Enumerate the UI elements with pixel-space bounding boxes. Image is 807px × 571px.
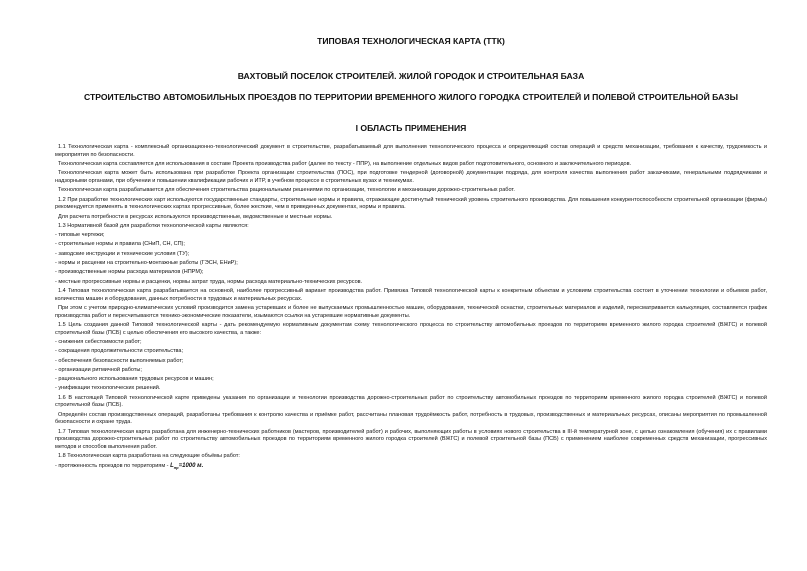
list-item: - обеспечения безопасности выполняемых работ;: [55, 357, 184, 364]
list-item: - сокращения продолжительности строительства;: [55, 348, 184, 355]
list-item: - заводские инструкции и технические условия (ТУ);: [55, 250, 190, 257]
paragraph: При этом с учетом природно-климатических условий производится замена устаревших и более не выпускаемых промышленностью машин, оборудования, технической оснастки, строительных материалов и изделий, пересматривается калькуляция, составляется график производства работ и пересчитываются технико-экономические показатели, изымаются ссылки на устаревшие нормативные документы.: [55, 304, 767, 319]
paragraph: 1.7 Типовая технологическая карта разработана для инженерно-технических работников (мастеров, производителей работ) и рабочих, выполняющих работы в условиях нового строительства в III-й температурной зоне, с целью ознакомления (обучения) их с правилами производства дорожно-строительных работ по строительству автомобильных проездов по территориям временного жилого городка строителей (ВЖГС) и полевой строительной базы (ПСБ) с применением наиболее современных средств механизации, прогрессивных методов и способов выполнения работ.: [55, 428, 767, 451]
paragraph: 1.3 Нормативной базой для разработки технологической карты являются:: [58, 222, 249, 229]
list-item: - местные прогрессивные нормы и расценки, нормы затрат труда, нормы расхода материально-технических ресурсов.: [55, 278, 363, 285]
paragraph: 1.5 Цель создания данной Типовой технологической карты - дать рекомендуемую нормативным документам схему технологического процесса по строительству автомобильных проездов по территориям временного жилого городка строителей (ВЖГС) и полевой строительной базы (ПСБ) с целью обеспечения его высокого качества, а также:: [55, 321, 767, 336]
paragraph: Технологическая карта разрабатывается для обеспечения строительства рациональными решениями по организации, технологии и механизации дорожно-строительных работ.: [58, 187, 515, 194]
paragraph: 1.2 При разработке технологических карт используются государственные стандарты, строительные нормы и правила, отражающие достигнутый технический уровень строительного производства. Для повышения конкурентоспособности строительной организации (фирмы) рекомендуется применять в технологических картах прогрессивные, более жесткие, чем в приведенных документах, нормы и правила.: [55, 196, 767, 211]
document-subtitle-1: ВАХТОВЫЙ ПОСЕЛОК СТРОИТЕЛЕЙ. ЖИЛОЙ ГОРОДОК И СТРОИТЕЛЬНАЯ БАЗА: [237, 71, 585, 81]
document-title: ТИПОВАЯ ТЕХНОЛОГИЧЕСКАЯ КАРТА (ТТК): [317, 36, 505, 46]
paragraph: 1.4 Типовая технологическая карта разрабатывается на основной, наиболее прогрессивный вариант производства работ. Привязка Типовой технологической карты к конкретным объектам и условиям строительства состоит в уточнении технологии и объемов работ, количества машин и оборудования, данных потребности в трудовых и материальных ресурсах.: [55, 287, 767, 302]
list-item: - рационального использования трудовых ресурсов и машин;: [55, 376, 214, 383]
paragraph: 1.1 Технологическая карта - комплексный организационно-технологический документ в строительстве, разрабатываемый для выполнения технологического процесса и определяющий состав операций и средств механизации, требования к качеству, трудоемкость и мероприятия по безопасности.: [55, 144, 767, 158]
list-item: - организации ритмичной работы;: [55, 366, 142, 373]
paragraph: Технологическая карта может быть использована при разработке Проекта организации строительства (ПОС), при подготовке тендерной (договорной) документации подряда, для контроля качества выполнения работ заказчиками, генеральными подрядчиками и надзорными органами, при обучении и повышении квалификации рабочих и ИТР, в учебном процессе в строительных вузах и техникумах.: [55, 170, 767, 184]
formula-value: =1000 м.: [178, 462, 204, 469]
formula-symbol: L: [170, 462, 174, 469]
formula-subscript: пр: [173, 464, 179, 470]
paragraph: Для расчета потребности в ресурсах используются производственные, ведомственные и местные нормы.: [58, 213, 333, 220]
list-item: - нормы и расценки на строительно-монтажные работы (ГЭСН, ЕНиР);: [55, 260, 238, 267]
document-subtitle-2: СТРОИТЕЛЬСТВО АВТОМОБИЛЬНЫХ ПРОЕЗДОВ ПО ТЕРРИТОРИИ ВРЕМЕННОГО ЖИЛОГО ГОРОДКА СТРОИТЕЛЕЙ И ПОЛЕВОЙ СТРОИТЕЛЬНОЙ БАЗЫ: [83, 92, 739, 102]
paragraph: Определён состав производственных операций, разработаны требования к контролю качества и приёмке работ, рассчитаны плановая трудоёмкость работ, потребность в трудовых, производственных и материальных ресурсах, описаны мероприятия по промышленной безопасности и охране труда.: [55, 411, 767, 426]
list-item: - типовые чертежи;: [55, 232, 105, 239]
paragraph: Технологическая карта составляется для использования в составе Проекта производства работ (далее по тексту - ППР), на выполнение отдельных видов работ подготовительного, основного и заключительного периодов.: [58, 161, 632, 167]
volume-line: [55, 463, 767, 472]
section-title: I ОБЛАСТЬ ПРИМЕНЕНИЯ: [355, 123, 467, 133]
paragraph: 1.8 Технологическая карта разработана на следующие объёмы работ:: [58, 453, 240, 460]
list-item: - строительные нормы и правила (СНиП, СН, СП);: [55, 241, 185, 248]
volume-line-text: - протяженность проездов по территориям -: [55, 462, 171, 469]
list-item: - снижения себестоимости работ;: [55, 338, 142, 345]
paragraph: 1.6 В настоящей Типовой технологической карте приведены указания по организации и технологии производства дорожно-строительных работ по строительству автомобильных проездов по территориям временного жилого городка строителей (ВЖГС) и полевой строительной базы (ПСБ).: [55, 394, 767, 409]
list-item: - унификации технологических решений.: [55, 385, 161, 392]
document-body: [55, 144, 767, 472]
length-formula: [170, 463, 203, 469]
list-item: - производственные нормы расхода материалов (НПРМ);: [55, 269, 204, 276]
